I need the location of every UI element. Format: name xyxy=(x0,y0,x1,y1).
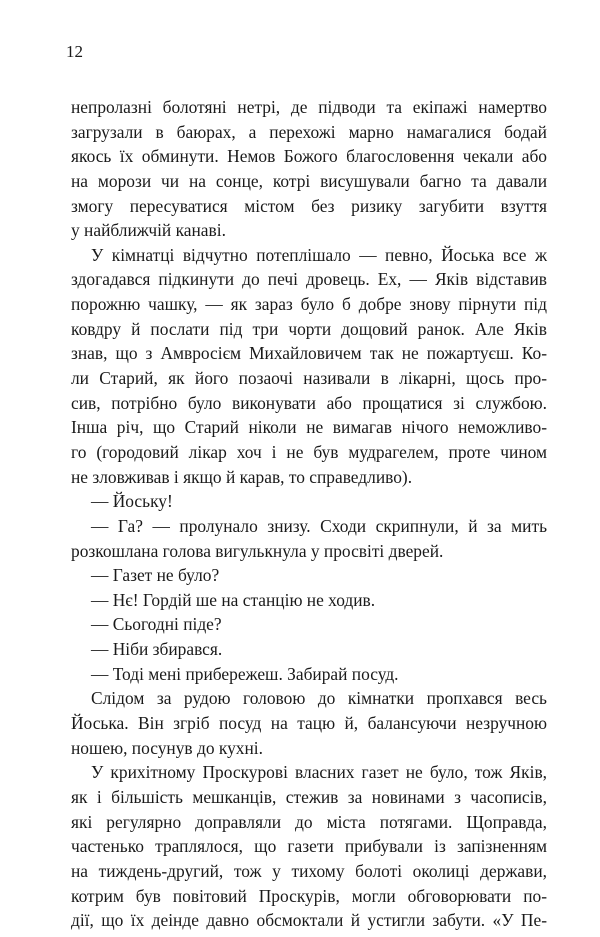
text-line: ли Старий, як його позаочі називали в лікарні, щось про- xyxy=(71,368,547,389)
page-number: 12 xyxy=(66,42,83,61)
text-line: — Нє! Гордій ше на станцію не ходив. xyxy=(91,589,376,610)
text-line: у найближчій канаві. xyxy=(71,220,226,241)
body-text xyxy=(71,95,547,933)
text-line: частенько траплялося, що газети прибували із запізненням xyxy=(71,836,547,857)
text-line: котрим був повітовий Проскурів, могли обговорювати по- xyxy=(71,885,547,906)
text-line: непролазні болотяні нетрі, де підводи та екіпажі намертво xyxy=(71,97,547,117)
text-line: — Ніби збирався. xyxy=(91,639,223,660)
text-line: — Газет не було? xyxy=(91,565,220,586)
text-line: дії, що їх деінде давно обсмоктали й устигли забути. «У Пе- xyxy=(71,910,547,931)
text-line: Слідом за рудою головою до кімнатки пропхався весь xyxy=(91,688,547,709)
text-line: У крихітному Проскурові власних газет не було, тож Яків, xyxy=(91,762,547,783)
text-line: Інша річ, що Старий ніколи не вимагав нічого неможливо- xyxy=(71,417,547,438)
text-line: — Сьогодні піде? xyxy=(91,614,222,635)
text-line: розкошлана голова вигулькнула у просвіті дверей. xyxy=(71,540,444,561)
text-line: знав, що з Амвросієм Михайловичем так не пожартуєш. Ко- xyxy=(71,343,547,364)
text-line: якось їх обминути. Немов Божого благословення чекали або xyxy=(71,146,547,167)
text-line: го (городовий лікар хоч і не був мудрагелем, проте чином xyxy=(71,441,547,462)
text-line: здогадався підкинути до печі дровець. Ех, — Яків відставив xyxy=(71,269,547,290)
text-line: загрузали в баюрах, а перехожі марно намагалися бодай xyxy=(71,121,547,142)
text-line: змогу пересуватися містом без ризику загубити взуття xyxy=(71,195,547,216)
text-line: на тиждень-другий, тож у тихому болоті околиці держави, xyxy=(71,860,547,881)
text-line: — Тоді мені прибережеш. Забирай посуд. xyxy=(91,663,399,684)
text-line: — Йоську! xyxy=(91,491,173,512)
text-line: — Га? — пролунало знизу. Сходи скрипнули, й за мить xyxy=(91,515,547,536)
text-line: ношею, посунув до кухні. xyxy=(71,737,263,758)
text-line: порожню чашку, — як зараз було б добре знову пірнути під xyxy=(71,294,547,315)
text-line: У кімнатці відчутно потеплішало — певно, Йоська все ж xyxy=(91,244,547,265)
text-line: як і більшість мешканців, стежив за новинами з часописів, xyxy=(71,786,547,807)
text-line: Йоська. Він згріб посуд на тацю й, балансуючи незручною xyxy=(71,713,547,734)
text-line: які регулярно доправляли до міста потягами. Щоправда, xyxy=(71,811,547,832)
text-line: не зловживав і якщо й карав, то справедливо). xyxy=(71,466,413,487)
text-line: на морози чи на сонце, котрі висушували багно та давали xyxy=(71,170,547,191)
text-line: ковдру й послати під три чорти дощовий ранок. Але Яків xyxy=(71,318,547,339)
text-line: сив, потрібно було виконувати або прощатися зі службою. xyxy=(71,392,547,413)
